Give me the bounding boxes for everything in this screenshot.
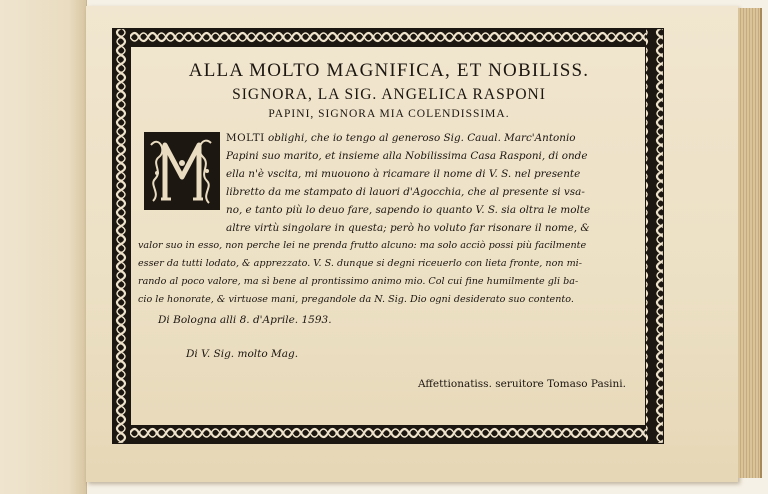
body-line-8: esser da tutti lodato, & apprezzato. V. S. dunque si degni riceuerlo con lieta fronte, non mi- <box>138 258 582 269</box>
body-line-3: ella n'è vscita, mi muouono à ricamare il nome di V. S. nel presente <box>226 168 581 180</box>
body-line-7: valor suo in esso, non perche lei ne prenda frutto alcuno: ma solo acciò possi più facilmente <box>138 240 587 251</box>
page-edges <box>738 8 762 478</box>
title-line-1: ALLA MOLTO MAGNIFICA, ET NOBILISS. <box>188 60 590 81</box>
date-line: Di Bologna alli 8. d'Aprile. 1593. <box>158 314 332 326</box>
body-line-4: libretto da me stampato di lauori d'Agocchia, che al presente si vsa- <box>226 186 585 198</box>
body-line-6: altre virtù singolare in questa; però ho voluto far risonare il nome, & <box>226 222 590 234</box>
body-line-2: Papini suo marito, et insieme alla Nobilissima Casa Rasponi, di onde <box>226 150 588 162</box>
decorated-initial-m <box>144 132 220 210</box>
body-line-1-text: oblighi, che io tengo al generoso Sig. Caual. Marc'Antonio <box>264 132 576 144</box>
body-line-5: no, e tanto più lo deuo fare, sapendo io quanto V. S. sia oltra le molte <box>226 204 591 216</box>
body-line-9: rando al poco valore, ma sì bene al prontissimo animo mio. Col cui fine humilmente gli ba- <box>138 276 579 287</box>
title-line-3: PAPINI, SIGNORA MIA COLENDISSIMA. <box>268 108 510 120</box>
left-page <box>0 0 87 494</box>
signature: Affettionatiss. seruitore Tomaso Pasini. <box>418 378 626 390</box>
title-line-2: SIGNORA, LA SIG. ANGELICA RASPONI <box>232 86 546 103</box>
salutation: Di V. Sig. molto Mag. <box>186 348 299 360</box>
first-word: MOLTI <box>226 132 265 144</box>
body-line-10: cio le honorate, & virtuose mani, pregandole da N. Sig. Dio ogni desiderato suo contento. <box>138 294 574 305</box>
body-line-1 <box>226 132 576 144</box>
